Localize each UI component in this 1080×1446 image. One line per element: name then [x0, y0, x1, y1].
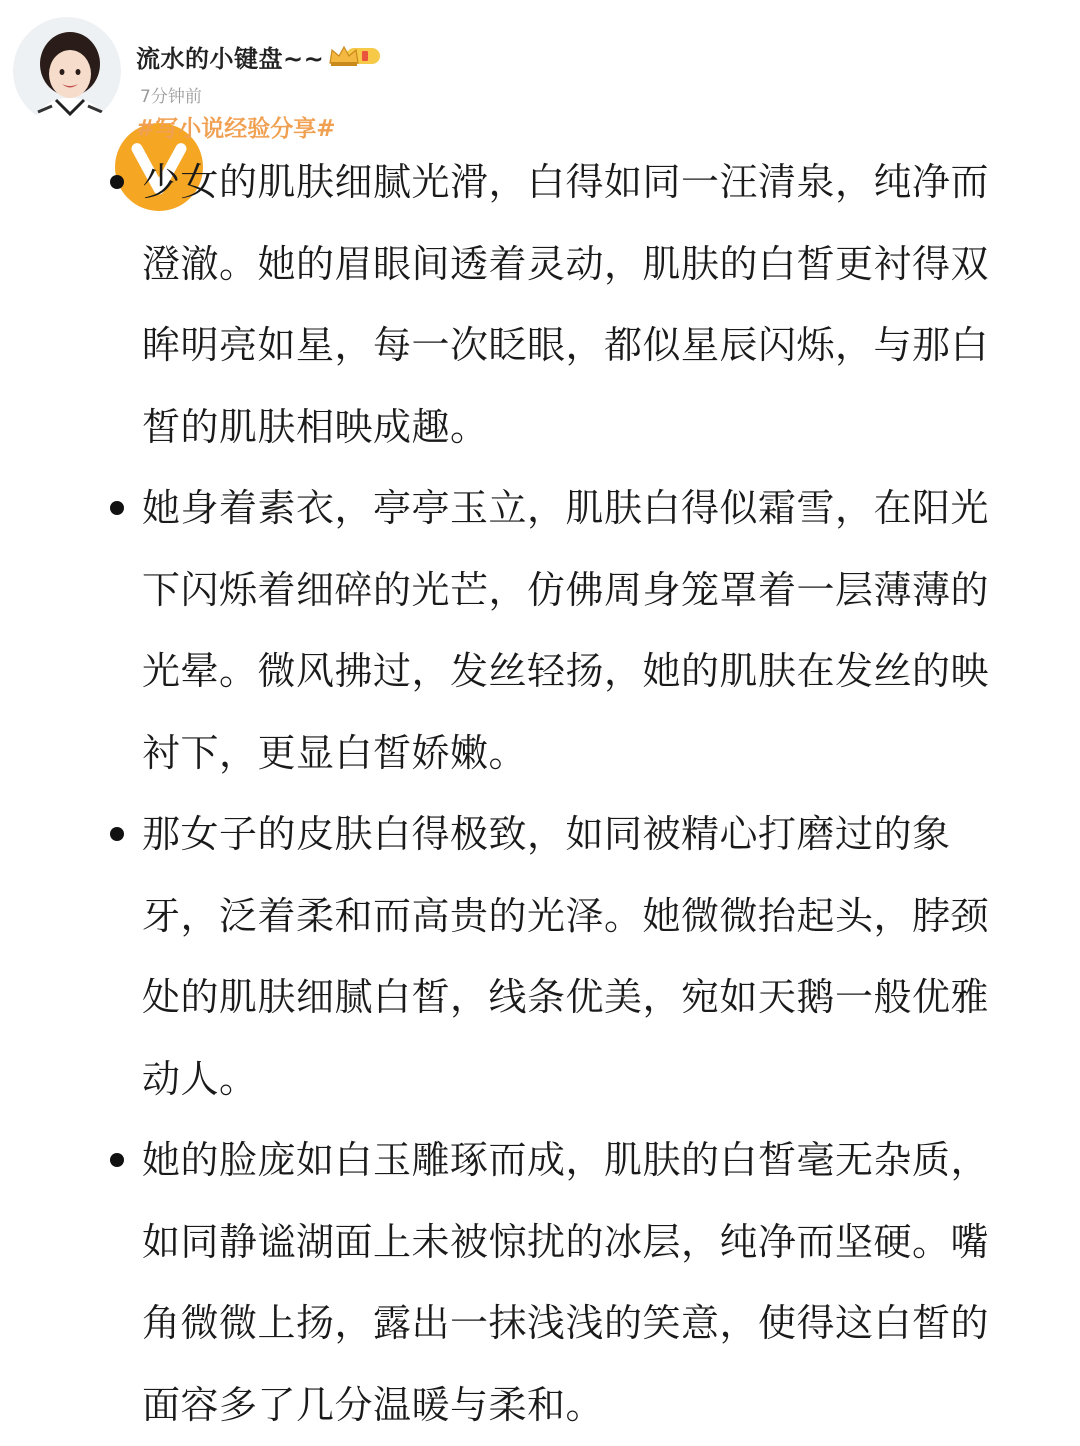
username-row	[136, 38, 382, 74]
post-header	[0, 0, 1080, 150]
paragraph-text: 她的脸庞如白玉雕琢而成，肌肤的白皙毫无杂质，如同静谧湖面上未被惊扰的冰层，纯净而坚硬。嘴角微微上扬，露出一抹浅浅的笑意，使得这白皙的面容多了几分温暖与柔和。	[142, 1138, 990, 1427]
paragraph-text: 她身着素衣，亭亭玉立，肌肤白得似霜雪，在阳光下闪烁着细碎的光芒，仿佛周身笼罩着一层薄薄的光晕。微风拂过，发丝轻扬，她的肌肤在发丝的映衬下，更显白皙娇嫩。	[142, 486, 990, 775]
bullet-icon	[110, 175, 124, 189]
post-content	[0, 142, 1080, 1446]
topic-hashtag[interactable]: #写小说经验分享#	[136, 116, 336, 142]
bullet-icon	[110, 827, 124, 841]
list-item	[0, 468, 992, 794]
author-avatar[interactable]	[12, 16, 122, 126]
bullet-icon	[110, 501, 124, 515]
avatar-photo-icon	[12, 16, 122, 126]
list-item	[0, 1120, 992, 1446]
list-item	[0, 794, 992, 1120]
paragraph-text: 那女子的皮肤白得极致，如同被精心打磨过的象牙，泛着柔和而高贵的光泽。她微微抬起头，脖颈处的肌肤细腻白皙，线条优美，宛如天鹅一般优雅动人。	[142, 812, 990, 1101]
list-item	[0, 142, 992, 468]
paragraph-text: 少女的肌肤细腻光滑，白得如同一汪清泉，纯净而澄澈。她的眉眼间透着灵动，肌肤的白皙更衬得双眸明亮如星，每一次眨眼，都似星辰闪烁，与那白皙的肌肤相映成趣。	[142, 160, 990, 449]
bullet-icon	[110, 1153, 124, 1167]
post-timestamp: 7分钟前	[140, 87, 202, 107]
author-name[interactable]: 流水的小键盘~~	[136, 44, 325, 73]
crown-level-badge-icon	[328, 43, 382, 69]
